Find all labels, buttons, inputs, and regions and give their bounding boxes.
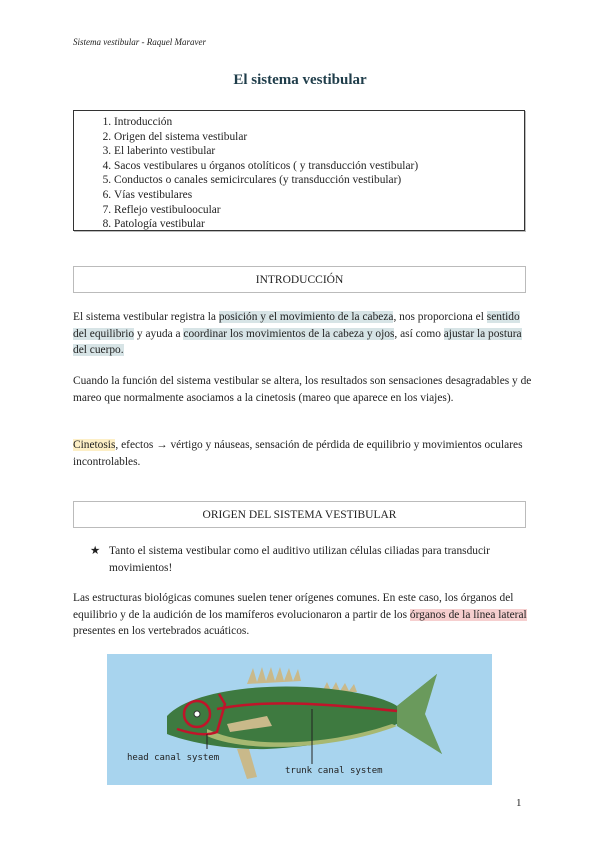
running-header: Sistema vestibular - Raquel Maraver xyxy=(73,37,206,47)
intro-paragraph-3: Cinetosis, efectos → vértigo y náuseas, sensación de pérdida de equilibrio y movimientos oculares incontrolables. xyxy=(73,439,523,468)
section-heading-introduccion: INTRODUCCIÓN xyxy=(73,266,526,293)
toc-item: 1. Introducción xyxy=(114,115,524,130)
toc-item: 4. Sacos vestibulares u órganos otolíticos ( y transducción vestibular) xyxy=(114,159,524,174)
star-icon: ★ xyxy=(90,545,101,557)
fish-lateral-line-figure xyxy=(107,654,492,785)
origen-paragraph-1: Las estructuras biológicas comunes suelen tener orígenes comunes. En este caso, los órganos del equilibrio y de la audición de los mamíferos evolucionaron a partir de los órganos de la línea lateral presentes en los vertebrados acuáticos. xyxy=(73,592,527,638)
toc-item: 5. Conductos o canales semicirculares (y transducción vestibular) xyxy=(114,173,524,188)
star-bullet-item: ★ Tanto el sistema vestibular como el auditivo utilizan células ciliadas para transducir movimientos! xyxy=(90,545,490,574)
page-title: El sistema vestibular xyxy=(233,72,367,88)
intro-paragraph-2: Cuando la función del sistema vestibular se altera, los resultados son sensaciones desagradables y de mareo que normalmente asociamos a la cinetosis (mareo que aparece en los viajes). xyxy=(73,375,532,404)
section-heading-origen: ORIGEN DEL SISTEMA VESTIBULAR xyxy=(73,501,526,528)
label-trunk-canal-system: trunk canal system xyxy=(285,766,383,776)
toc-item: 2. Origen del sistema vestibular xyxy=(114,130,524,145)
toc-item: 7. Reflejo vestibuloocular xyxy=(114,203,524,218)
intro-paragraph-1: El sistema vestibular registra la posición y el movimiento de la cabeza, nos proporciona el sentido del equilibrio y ayuda a coordinar los movimientos de la cabeza y ojos, así como ajustar la postura del cuerpo. xyxy=(73,311,522,357)
table-of-contents xyxy=(73,110,525,231)
toc-item: 8. Patología vestibular xyxy=(114,217,524,232)
toc-item: 6. Vías vestibulares xyxy=(114,188,524,203)
label-head-canal-system: head canal system xyxy=(127,753,220,763)
toc-item: 3. El laberinto vestibular xyxy=(114,144,524,159)
page-number: 1 xyxy=(516,797,522,809)
